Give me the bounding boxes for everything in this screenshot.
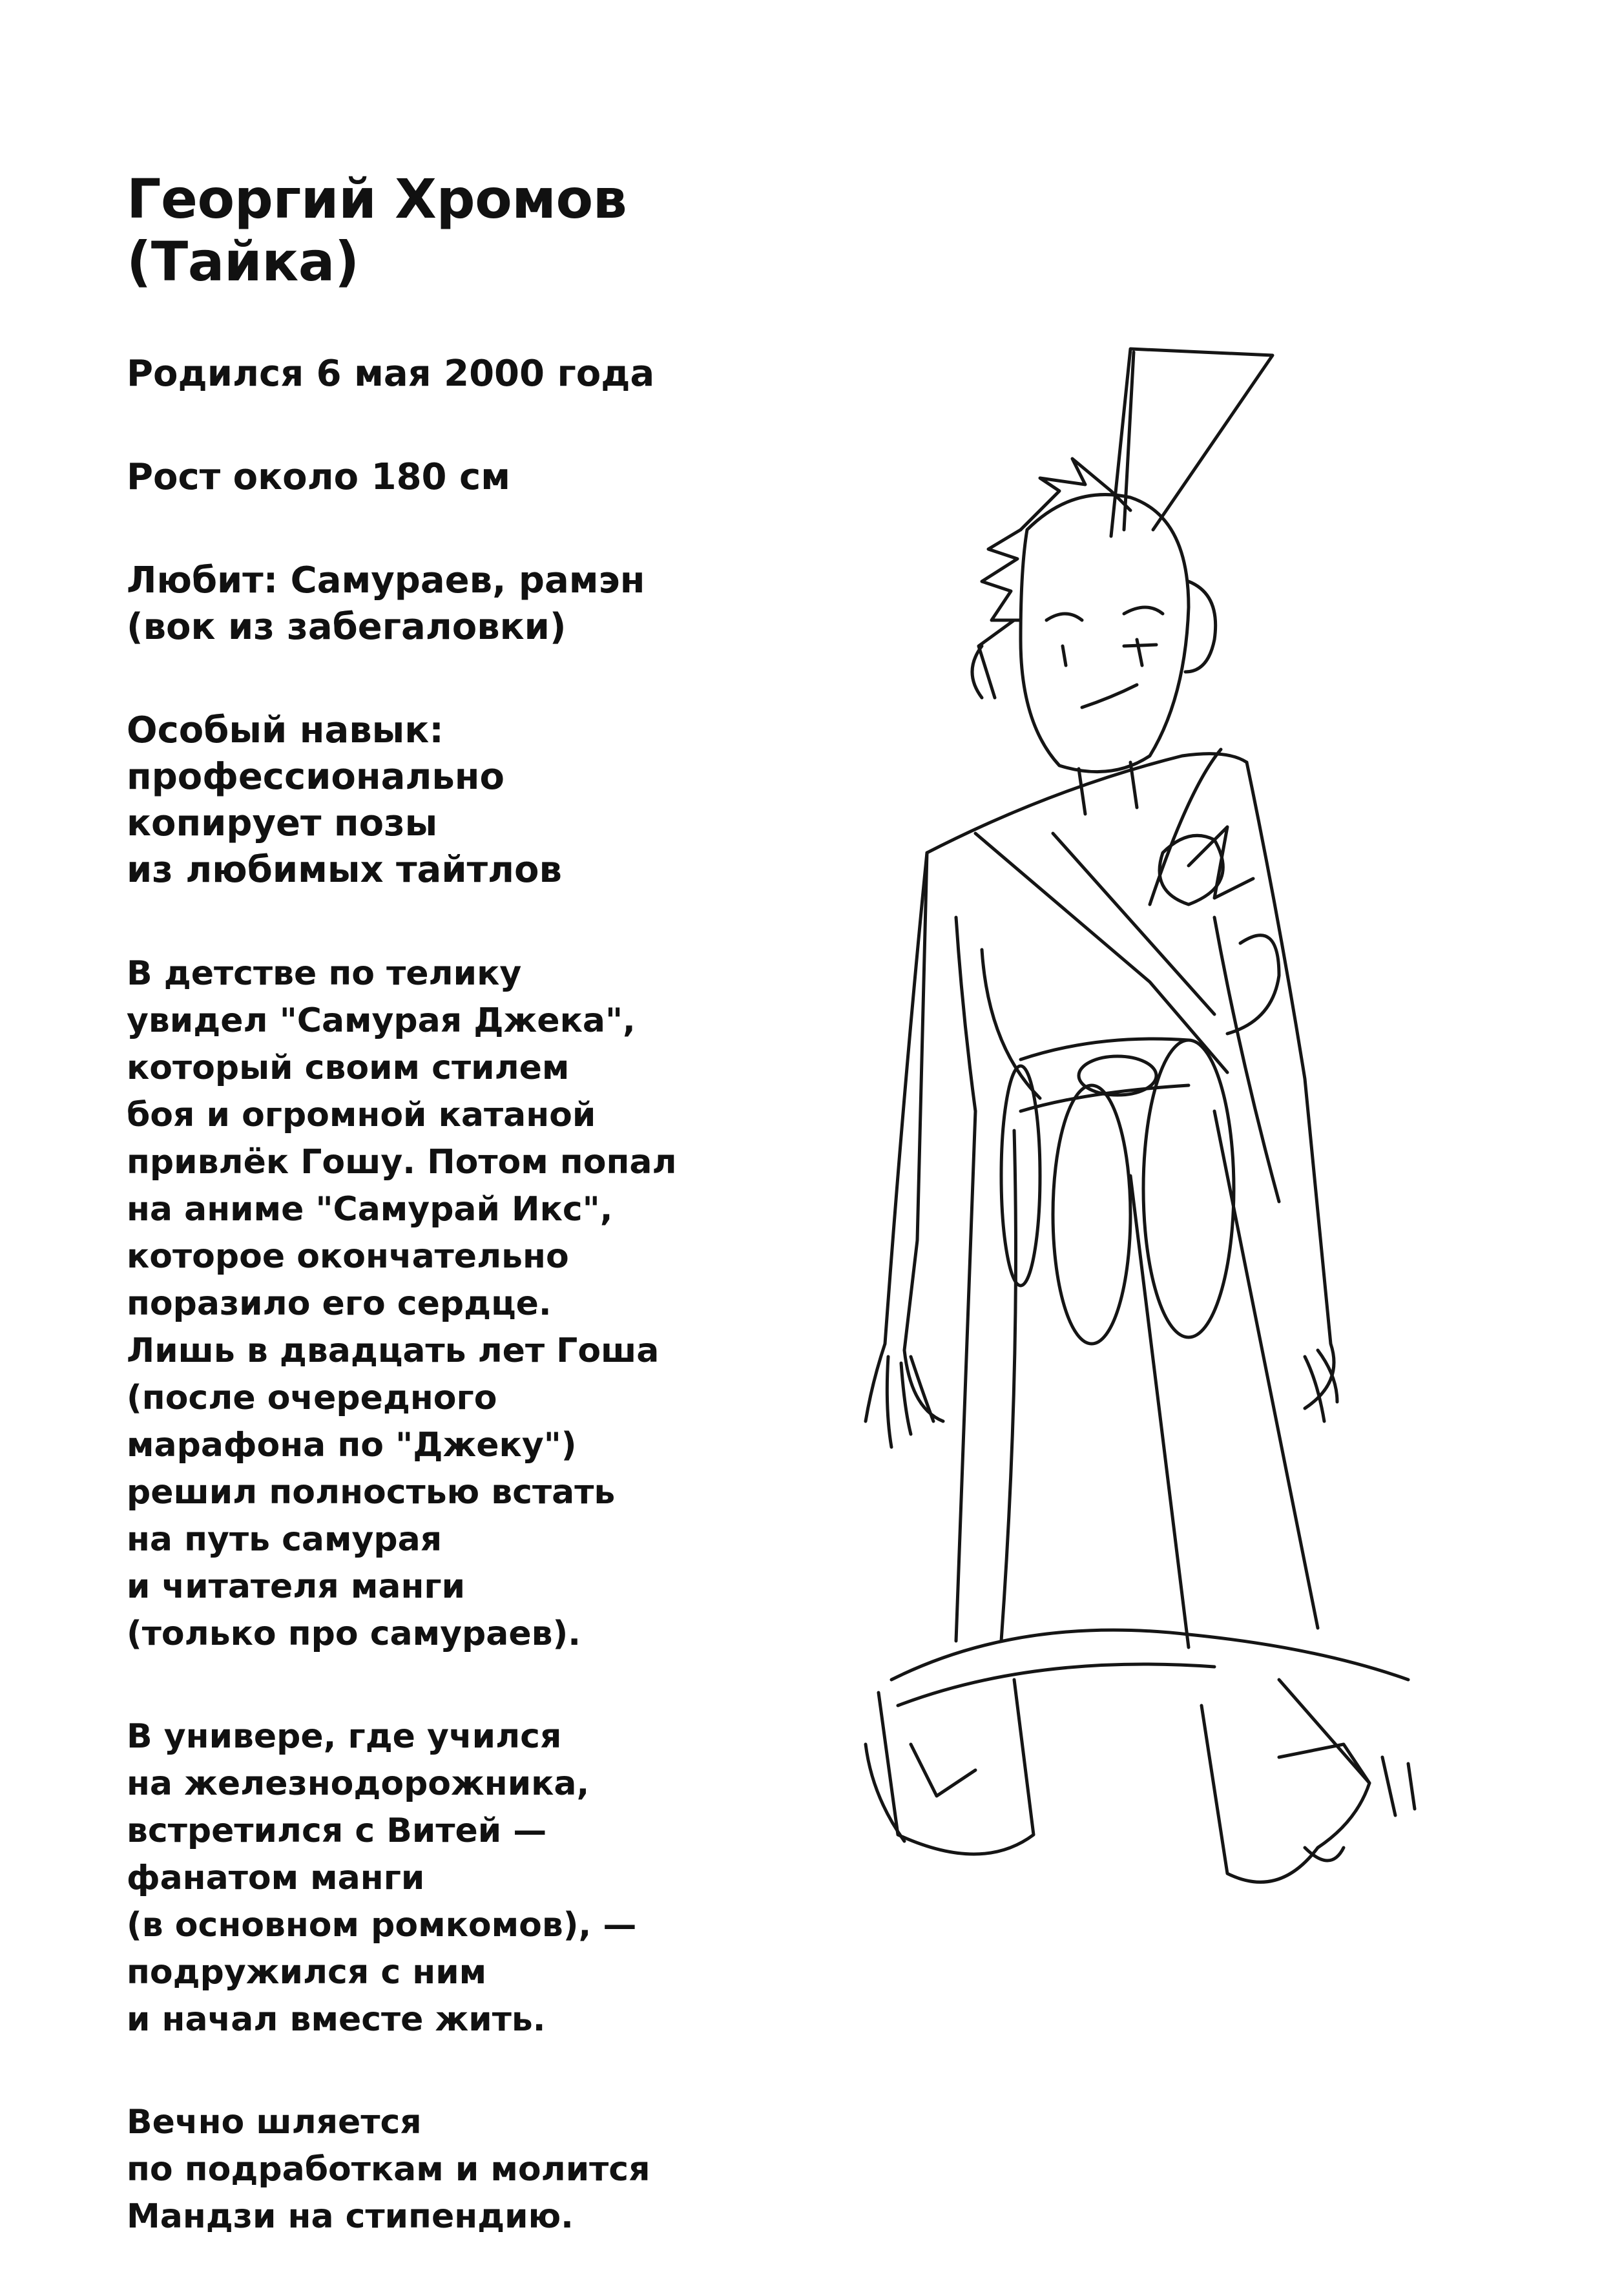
likes-fact: [127, 558, 805, 651]
sketch-robe-lower: [956, 1111, 975, 1641]
bio-line: подружился с ним: [127, 1953, 487, 1992]
sketch-chest-scribble: [1189, 827, 1253, 898]
profile-text-column: [127, 168, 805, 2296]
bio-line: (только про самураев).: [127, 1614, 581, 1654]
bio-line: и начал вместе жить.: [127, 2000, 546, 2040]
bio-line: Мандзи на стипендию.: [127, 2197, 574, 2237]
bio-line: В детстве по телику: [127, 954, 522, 994]
sketch-collar: [975, 833, 1227, 1072]
sketch-foot-left: [879, 1680, 1034, 1854]
bio-line: который своим стилем: [127, 1049, 570, 1088]
bio-line: привлёк Гошу. Потом попал: [127, 1143, 677, 1182]
sketch-belt: [1021, 1085, 1189, 1111]
bio-line: В универе, где учился: [127, 1717, 562, 1757]
sketch-eye: [1063, 646, 1066, 665]
bio-line: Вечно шляется: [127, 2103, 422, 2142]
skill-line: из любимых тайтлов: [127, 849, 562, 892]
height-line: Рост около 180 см: [127, 456, 510, 499]
sketch-robe-lower: [1214, 1111, 1318, 1628]
bio-line: по подработкам и молится: [127, 2150, 650, 2189]
character-sketch-svg: [827, 336, 1492, 2054]
sketch-collar: [1053, 833, 1214, 1014]
sketch-eye: [1137, 640, 1142, 665]
sketch-sleeve: [956, 917, 975, 1111]
sketch-foot-right: [1202, 1680, 1369, 1882]
bio-line: Лишь в двадцать лет Гоша: [127, 1331, 660, 1371]
sketch-hakama-fold: [1053, 1085, 1130, 1344]
sketch-hem: [898, 1664, 1214, 1706]
likes-line: (вок из забегаловки): [127, 606, 567, 649]
sketch-robe: [904, 853, 943, 1421]
bio-line: марафона по "Джеку"): [127, 1426, 577, 1465]
bio-now: [127, 2099, 805, 2240]
skill-fact: [127, 707, 805, 893]
sketch-face: [1021, 495, 1189, 772]
sketch-robe: [1247, 762, 1334, 1408]
bio-line: на путь самурая: [127, 1520, 442, 1560]
sketch-foot-left: [866, 1744, 904, 1841]
sketch-shoulders: [927, 754, 1247, 853]
sketch-foot-right: [1279, 1744, 1369, 1783]
bio-line: поразило его сердце.: [127, 1284, 552, 1324]
sketch-brow: [1124, 607, 1163, 614]
bio-line: фанатом манги: [127, 1859, 425, 1898]
bio-line: (в основном ромкомов), —: [127, 1906, 637, 1945]
likes-line: Любит: Самураев, рамэн: [127, 559, 645, 602]
bio-line: боя и огромной катаной: [127, 1096, 596, 1135]
bio-line: на железнодорожника,: [127, 1764, 590, 1804]
sketch-hair: [979, 620, 1014, 698]
birth-date: [127, 351, 805, 397]
sketch-robe-lower: [1130, 1176, 1189, 1647]
sketch-brow: [1046, 614, 1082, 620]
bio-line: решил полностью встать: [127, 1473, 616, 1512]
sketch-foot-right: [1382, 1757, 1415, 1815]
sketch-hair: [982, 530, 1021, 620]
sketch-hakama-fold: [1001, 1066, 1040, 1286]
sketch-hand: [866, 1344, 933, 1447]
sketch-foot-left: [911, 1744, 975, 1796]
skill-line: Особый навык:: [127, 709, 444, 752]
skill-line: профессионально: [127, 756, 505, 798]
bio-childhood: [127, 950, 805, 1658]
sketch-topknot: [1111, 349, 1273, 536]
character-sketch-illustration: [827, 336, 1492, 2054]
bio-line: которое окончательно: [127, 1237, 569, 1277]
bio-line: и читателя манги: [127, 1567, 466, 1607]
sketch-neck: [1079, 769, 1085, 814]
bio-line: (после очередного: [127, 1379, 497, 1418]
height-fact: [127, 454, 805, 501]
bio-line: встретился с Витей —: [127, 1811, 547, 1851]
birth-line: Родился 6 мая 2000 года: [127, 353, 655, 395]
skill-line: копирует позы: [127, 802, 438, 845]
sketch-mouth: [1082, 685, 1137, 707]
bio-university: [127, 1713, 805, 2043]
character-name: Георгий Хромов (Тайка): [127, 167, 627, 293]
bio-line: увидел "Самурая Джека",: [127, 1001, 636, 1041]
bio-line: на аниме "Самурай Икс",: [127, 1190, 613, 1229]
sketch-eye: [1124, 645, 1156, 646]
sketch-hem: [891, 1630, 1408, 1680]
